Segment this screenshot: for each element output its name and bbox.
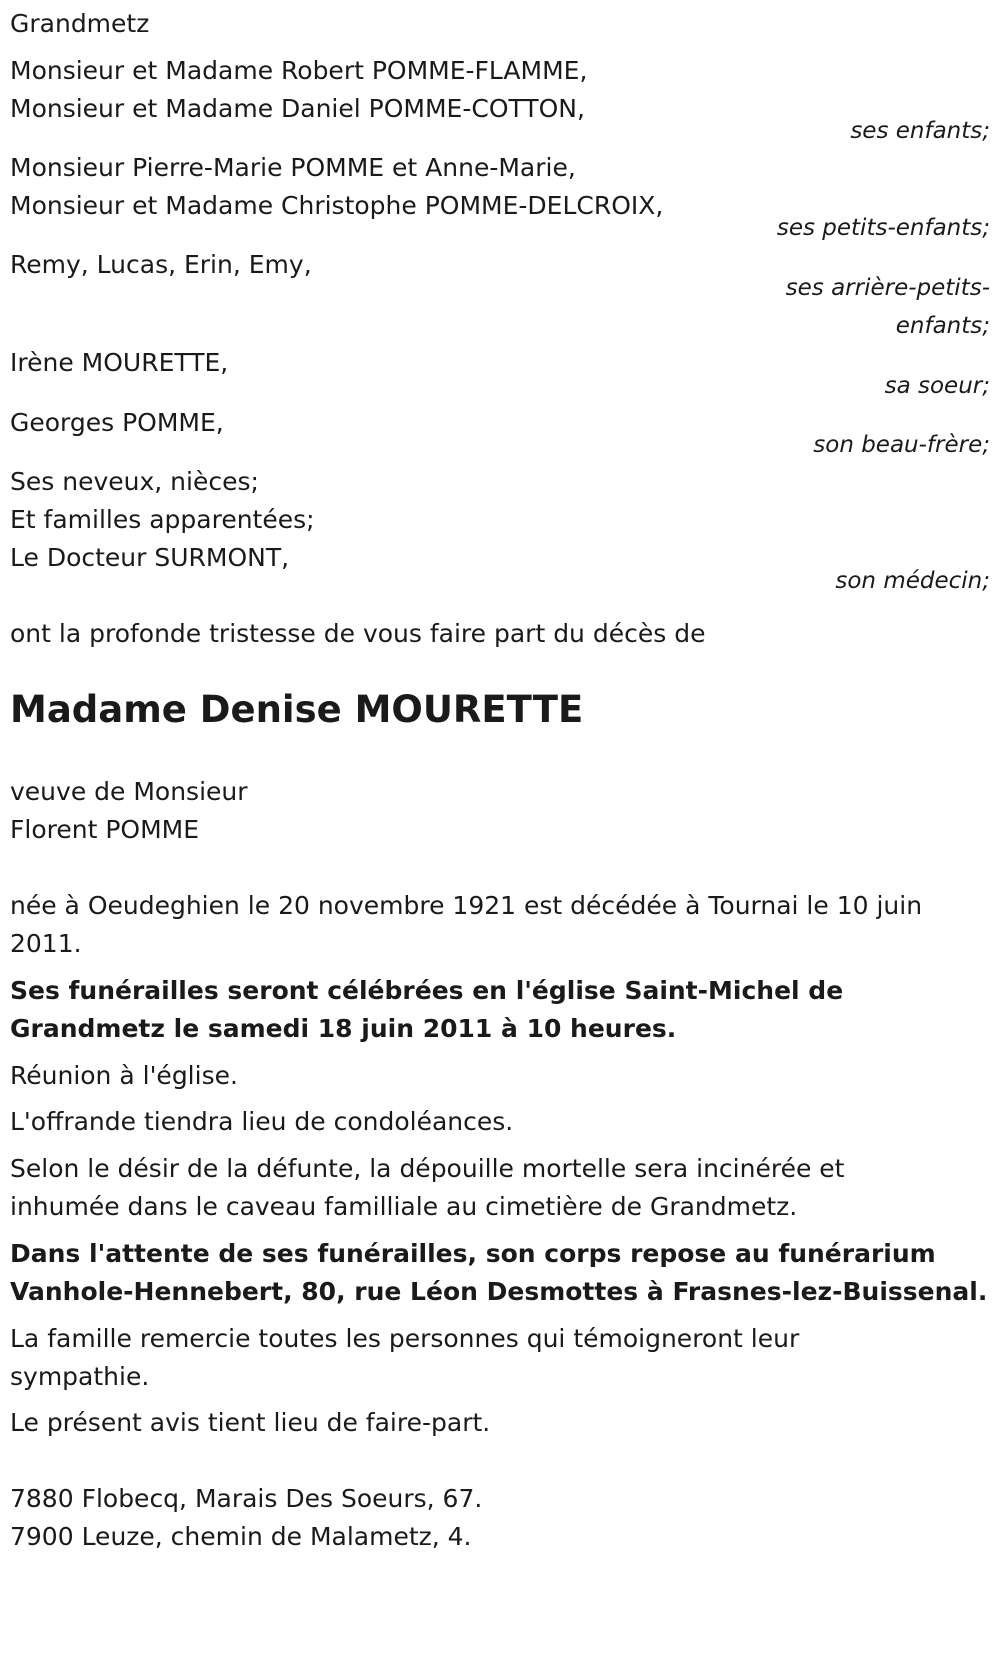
offering-line: L'offrande tiendra lieu de condoléances. xyxy=(10,1107,514,1136)
widow-line-1: veuve de Monsieur xyxy=(10,777,248,806)
grandchild-line-1: Monsieur Pierre-Marie POMME et Anne-Marie, xyxy=(10,153,576,182)
ceremony-line-2: Grandmetz le samedi 18 juin 2011 à 10 heures. xyxy=(10,1014,677,1043)
ceremony-line-1: Ses funérailles seront célébrées en l'église Saint-Michel de xyxy=(10,976,844,1005)
rest-line-1: Dans l'attente de ses funérailles, son corps repose au funérarium xyxy=(10,1239,936,1268)
great-grandchildren-role-line-1: ses arrière-petits- xyxy=(785,275,990,301)
address-line-2: 7900 Leuze, chemin de Malametz, 4. xyxy=(10,1522,472,1551)
child-line-2: Monsieur et Madame Daniel POMME-COTTON, xyxy=(10,94,585,123)
address-line-1: 7880 Flobecq, Marais Des Soeurs, 67. xyxy=(10,1484,483,1513)
deceased-name: Madame Denise MOURETTE xyxy=(10,688,584,731)
wish-line-2: inhumée dans le caveau familliale au cimetière de Grandmetz. xyxy=(10,1192,798,1221)
thanks-line-1: La famille remercie toutes les personnes qui témoigneront leur xyxy=(10,1324,800,1353)
wish-line-1: Selon le désir de la défunte, la dépouille mortelle sera incinérée et xyxy=(10,1154,845,1183)
rest-line-2: Vanhole-Hennebert, 80, rue Léon Desmottes à Frasnes-lez-Buissenal. xyxy=(10,1277,988,1306)
thanks-line-2: sympathie. xyxy=(10,1362,150,1391)
birth-death-line-1: née à Oeudeghien le 20 novembre 1921 est décédée à Tournai le 10 juin xyxy=(10,891,923,920)
great-grandchildren: Remy, Lucas, Erin, Emy, xyxy=(10,250,312,279)
brother-in-law-name: Georges POMME, xyxy=(10,408,224,437)
brother-in-law-role: son beau-frère; xyxy=(813,432,990,458)
widow-line-2: Florent POMME xyxy=(10,815,200,844)
children-role: ses enfants; xyxy=(850,118,990,144)
great-grandchildren-role-line-2: enfants; xyxy=(895,313,990,339)
birth-death-line-2: 2011. xyxy=(10,929,82,958)
child-line-1: Monsieur et Madame Robert POMME-FLAMME, xyxy=(10,56,588,85)
sister-role: sa soeur; xyxy=(884,373,990,399)
place-heading: Grandmetz xyxy=(10,9,150,38)
announcement-line: ont la profonde tristesse de vous faire part du décès de xyxy=(10,619,706,648)
doctor-name: Le Docteur SURMONT, xyxy=(10,543,290,572)
nephews-line: Ses neveux, nièces; xyxy=(10,467,259,496)
doctor-role: son médecin; xyxy=(835,568,990,594)
grandchild-line-2: Monsieur et Madame Christophe POMME-DELCROIX, xyxy=(10,191,664,220)
sister-name: Irène MOURETTE, xyxy=(10,348,229,377)
relatives-line: Et familles apparentées; xyxy=(10,505,315,534)
notice-line: Le présent avis tient lieu de faire-part. xyxy=(10,1408,491,1437)
grandchildren-role: ses petits-enfants; xyxy=(776,215,990,241)
meeting-line: Réunion à l'église. xyxy=(10,1061,238,1090)
